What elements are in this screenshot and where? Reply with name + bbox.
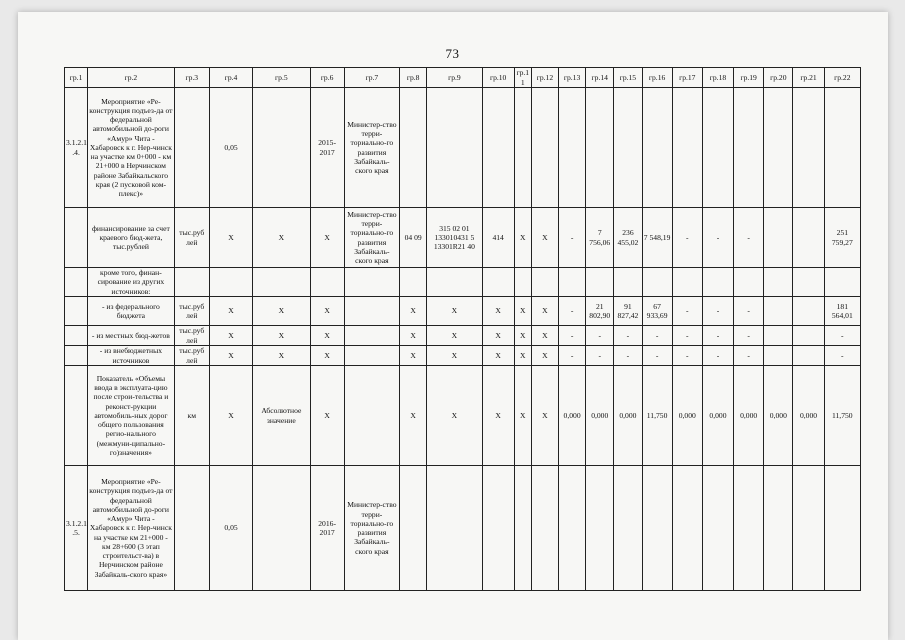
header-cell: гр.21 bbox=[793, 68, 824, 88]
cell-value: X bbox=[482, 326, 514, 346]
cell-description: Показатель «Объемы ввода в эксплуата-цию после строи-тельства и реконст-рукции автомобиль-ных дорог общего пользования регио-нального (межмуни-ципально-го)значения» bbox=[88, 366, 175, 466]
cell-value bbox=[427, 268, 482, 297]
cell-value bbox=[734, 268, 764, 297]
cell-value bbox=[764, 346, 793, 366]
cell-value: 414 bbox=[482, 208, 514, 268]
cell-value bbox=[642, 268, 672, 297]
cell-value bbox=[672, 268, 702, 297]
cell-value: - bbox=[614, 346, 642, 366]
table-row bbox=[65, 466, 861, 591]
cell-value: - bbox=[672, 208, 702, 268]
cell-value bbox=[400, 268, 427, 297]
cell-value: 67 933,69 bbox=[642, 297, 672, 326]
cell-total: - bbox=[824, 346, 860, 366]
cell-description: кроме того, финан-сирование из других источников: bbox=[88, 268, 175, 297]
cell-value bbox=[672, 466, 702, 591]
cell-value: - bbox=[672, 346, 702, 366]
cell-value bbox=[764, 268, 793, 297]
cell-value: 91 827,42 bbox=[614, 297, 642, 326]
cell-value: X bbox=[400, 366, 427, 466]
cell-value bbox=[672, 88, 702, 208]
cell-value: - bbox=[702, 326, 733, 346]
cell-value: X bbox=[310, 346, 344, 366]
cell-value bbox=[734, 466, 764, 591]
header-cell: гр.16 bbox=[642, 68, 672, 88]
cell-value bbox=[559, 268, 586, 297]
cell-responsible: Министер-ство терри-ториально-го развития Забайкаль-ского края bbox=[344, 208, 399, 268]
cell-value: X bbox=[253, 326, 310, 346]
cell-description: Мероприятие «Ре-конструкция подъез-да от федеральной автомобильной до-роги «Амур» Чита - Хабаровск к г. Нер-чинск на участке км 0+000 - км 21+000 в Нерчинском районе Забайкальского края (2 пусковой ком-плекс)» bbox=[88, 88, 175, 208]
header-cell: гр.2 bbox=[88, 68, 175, 88]
cell-value: 0,000 bbox=[702, 366, 733, 466]
cell-value bbox=[559, 466, 586, 591]
header-cell: гр.18 bbox=[702, 68, 733, 88]
cell-value bbox=[253, 466, 310, 591]
cell-value: - bbox=[559, 208, 586, 268]
cell-value bbox=[482, 88, 514, 208]
cell-value: X bbox=[514, 326, 531, 346]
header-cell: гр.9 bbox=[427, 68, 482, 88]
cell-value: - bbox=[672, 326, 702, 346]
cell-value bbox=[642, 466, 672, 591]
cell-total: - bbox=[824, 326, 860, 346]
cell-value: X bbox=[531, 208, 558, 268]
header-cell: гр.7 bbox=[344, 68, 399, 88]
cell-code: 3.1.2.1 .5. bbox=[65, 466, 88, 591]
cell-value bbox=[174, 268, 209, 297]
cell-value: X bbox=[531, 366, 558, 466]
cell-unit bbox=[174, 88, 209, 208]
cell-value: - bbox=[702, 208, 733, 268]
cell-value bbox=[344, 346, 399, 366]
cell-value bbox=[764, 466, 793, 591]
cell-value: X bbox=[482, 366, 514, 466]
cell-total: 251 759,27 bbox=[824, 208, 860, 268]
cell-description: Мероприятие «Ре-конструкция подъез-да от федеральной автомобильной до-роги «Амур» Чита - Хабаровск к г. Нер-чинск на участке км 21+000 - км 28+600 (3 этап строительст-ва) в Нерчинском районе Забайкаль-ского края» bbox=[88, 466, 175, 591]
cell-responsible: Министер-ство терри-ториально-го развития Забайкаль-ского края bbox=[344, 88, 399, 208]
cell-value bbox=[824, 466, 860, 591]
cell-value bbox=[400, 466, 427, 591]
table-row bbox=[65, 366, 861, 466]
cell-value bbox=[793, 346, 824, 366]
cell-value: - bbox=[734, 297, 764, 326]
program-table bbox=[64, 67, 861, 591]
cell-budget-code: 315 02 01 133010431 5 13301R21 40 bbox=[427, 208, 482, 268]
cell-unit: тыс.руб лей bbox=[174, 326, 209, 346]
cell-value bbox=[793, 466, 824, 591]
cell-value: X bbox=[514, 346, 531, 366]
cell-unit: тыс.руб лей bbox=[174, 297, 209, 326]
cell-value bbox=[514, 268, 531, 297]
cell-description: - из внебюджетных источников bbox=[88, 346, 175, 366]
cell-value: Абсолютное значение bbox=[253, 366, 310, 466]
cell-value: X bbox=[482, 346, 514, 366]
cell-period: 2015-2017 bbox=[310, 88, 344, 208]
cell-value: 04 09 bbox=[400, 208, 427, 268]
cell-value: X bbox=[514, 297, 531, 326]
cell-description: - из местных бюд-жетов bbox=[88, 326, 175, 346]
cell-value bbox=[824, 88, 860, 208]
cell-value bbox=[344, 326, 399, 346]
cell-value: 0,000 bbox=[793, 366, 824, 466]
cell-value bbox=[793, 88, 824, 208]
cell-value: - bbox=[702, 297, 733, 326]
cell-value: X bbox=[209, 297, 252, 326]
cell-value: - bbox=[734, 346, 764, 366]
cell-value: X bbox=[209, 366, 252, 466]
cell-code bbox=[65, 366, 88, 466]
cell-value: X bbox=[514, 208, 531, 268]
cell-value: X bbox=[427, 297, 482, 326]
cell-code bbox=[65, 346, 88, 366]
table-row bbox=[65, 88, 861, 208]
cell-value: X bbox=[253, 297, 310, 326]
table-row bbox=[65, 297, 861, 326]
cell-value: X bbox=[531, 297, 558, 326]
cell-value bbox=[586, 268, 614, 297]
cell-value bbox=[531, 268, 558, 297]
cell-value: - bbox=[559, 346, 586, 366]
cell-unit: км bbox=[174, 366, 209, 466]
cell-value: - bbox=[672, 297, 702, 326]
cell-total: 181 564,01 bbox=[824, 297, 860, 326]
cell-value: - bbox=[734, 326, 764, 346]
cell-total: 11,750 bbox=[824, 366, 860, 466]
cell-value: 0,05 bbox=[209, 88, 252, 208]
cell-value bbox=[764, 208, 793, 268]
cell-value bbox=[559, 88, 586, 208]
cell-value: X bbox=[400, 326, 427, 346]
cell-value bbox=[793, 326, 824, 346]
cell-value bbox=[310, 268, 344, 297]
cell-value: 7 756,06 bbox=[586, 208, 614, 268]
table-row bbox=[65, 326, 861, 346]
cell-value bbox=[586, 466, 614, 591]
cell-value bbox=[427, 88, 482, 208]
cell-value: 0,000 bbox=[559, 366, 586, 466]
cell-value bbox=[514, 88, 531, 208]
cell-value: - bbox=[614, 326, 642, 346]
cell-value: X bbox=[531, 326, 558, 346]
cell-value bbox=[702, 466, 733, 591]
cell-value: X bbox=[209, 326, 252, 346]
cell-value bbox=[514, 466, 531, 591]
cell-value: 0,000 bbox=[586, 366, 614, 466]
cell-value bbox=[793, 208, 824, 268]
cell-value bbox=[764, 88, 793, 208]
cell-value bbox=[253, 268, 310, 297]
cell-value: - bbox=[734, 208, 764, 268]
cell-value bbox=[209, 268, 252, 297]
cell-value bbox=[642, 88, 672, 208]
cell-code bbox=[65, 326, 88, 346]
cell-value bbox=[531, 466, 558, 591]
cell-value: - bbox=[586, 326, 614, 346]
cell-value bbox=[482, 268, 514, 297]
cell-value: 7 548,19 bbox=[642, 208, 672, 268]
cell-unit: тыс.руб лей bbox=[174, 208, 209, 268]
cell-code bbox=[65, 297, 88, 326]
cell-value: - bbox=[642, 326, 672, 346]
cell-value bbox=[734, 88, 764, 208]
cell-value bbox=[764, 297, 793, 326]
cell-value: X bbox=[253, 208, 310, 268]
cell-value bbox=[253, 88, 310, 208]
cell-value: X bbox=[400, 346, 427, 366]
cell-value: - bbox=[586, 346, 614, 366]
cell-value: X bbox=[310, 208, 344, 268]
cell-unit bbox=[174, 466, 209, 591]
cell-value bbox=[482, 466, 514, 591]
cell-value: 0,05 bbox=[209, 466, 252, 591]
header-cell: гр.20 bbox=[764, 68, 793, 88]
cell-value: 0,000 bbox=[764, 366, 793, 466]
cell-value bbox=[614, 268, 642, 297]
table-row bbox=[65, 208, 861, 268]
cell-value: X bbox=[427, 326, 482, 346]
cell-value: X bbox=[209, 346, 252, 366]
cell-value: 0,000 bbox=[614, 366, 642, 466]
cell-value: X bbox=[253, 346, 310, 366]
header-cell: гр.6 bbox=[310, 68, 344, 88]
table-row bbox=[65, 268, 861, 297]
header-cell: гр.8 bbox=[400, 68, 427, 88]
cell-code bbox=[65, 268, 88, 297]
cell-value: X bbox=[514, 366, 531, 466]
cell-value: X bbox=[427, 346, 482, 366]
cell-value: - bbox=[702, 346, 733, 366]
cell-value: X bbox=[209, 208, 252, 268]
cell-value: X bbox=[310, 326, 344, 346]
cell-value bbox=[586, 88, 614, 208]
header-cell: гр.1 1 bbox=[514, 68, 531, 88]
cell-value bbox=[400, 88, 427, 208]
cell-description: финансирование за счет краевого бюд-жета, тыс.рублей bbox=[88, 208, 175, 268]
cell-value bbox=[614, 466, 642, 591]
cell-value: X bbox=[482, 297, 514, 326]
cell-value: X bbox=[427, 366, 482, 466]
header-cell: гр.14 bbox=[586, 68, 614, 88]
cell-value bbox=[344, 366, 399, 466]
cell-value bbox=[702, 268, 733, 297]
cell-value: 0,000 bbox=[672, 366, 702, 466]
cell-code: 3.1.2.1 .4. bbox=[65, 88, 88, 208]
cell-description: - из федерального бюджета bbox=[88, 297, 175, 326]
cell-value bbox=[793, 297, 824, 326]
table-row bbox=[65, 346, 861, 366]
cell-value: - bbox=[559, 297, 586, 326]
cell-value bbox=[614, 88, 642, 208]
cell-value: 236 455,02 bbox=[614, 208, 642, 268]
cell-value: X bbox=[531, 346, 558, 366]
cell-value bbox=[531, 88, 558, 208]
header-cell: гр.1 bbox=[65, 68, 88, 88]
cell-unit: тыс.руб лей bbox=[174, 346, 209, 366]
cell-value: 21 802,90 bbox=[586, 297, 614, 326]
header-cell: гр.5 bbox=[253, 68, 310, 88]
header-cell: гр.15 bbox=[614, 68, 642, 88]
cell-value bbox=[702, 88, 733, 208]
cell-responsible: Министер-ство терри-ториально-го развития Забайкаль-ского края bbox=[344, 466, 399, 591]
cell-value bbox=[764, 326, 793, 346]
cell-value bbox=[344, 297, 399, 326]
header-cell: гр.19 bbox=[734, 68, 764, 88]
cell-value bbox=[344, 268, 399, 297]
cell-value bbox=[824, 268, 860, 297]
cell-value: X bbox=[310, 366, 344, 466]
header-cell: гр.12 bbox=[531, 68, 558, 88]
cell-value bbox=[427, 466, 482, 591]
header-cell: гр.3 bbox=[174, 68, 209, 88]
header-cell: гр.13 bbox=[559, 68, 586, 88]
cell-period: 2016-2017 bbox=[310, 466, 344, 591]
cell-value bbox=[793, 268, 824, 297]
cell-value: X bbox=[400, 297, 427, 326]
cell-value: - bbox=[559, 326, 586, 346]
header-row bbox=[65, 68, 861, 88]
cell-value: 11,750 bbox=[642, 366, 672, 466]
cell-value: - bbox=[642, 346, 672, 366]
cell-value: 0,000 bbox=[734, 366, 764, 466]
cell-value: X bbox=[310, 297, 344, 326]
header-cell: гр.17 bbox=[672, 68, 702, 88]
header-cell: гр.4 bbox=[209, 68, 252, 88]
page-number: 73 bbox=[445, 46, 460, 61]
header-cell: гр.10 bbox=[482, 68, 514, 88]
header-cell: гр.22 bbox=[824, 68, 860, 88]
cell-code bbox=[65, 208, 88, 268]
